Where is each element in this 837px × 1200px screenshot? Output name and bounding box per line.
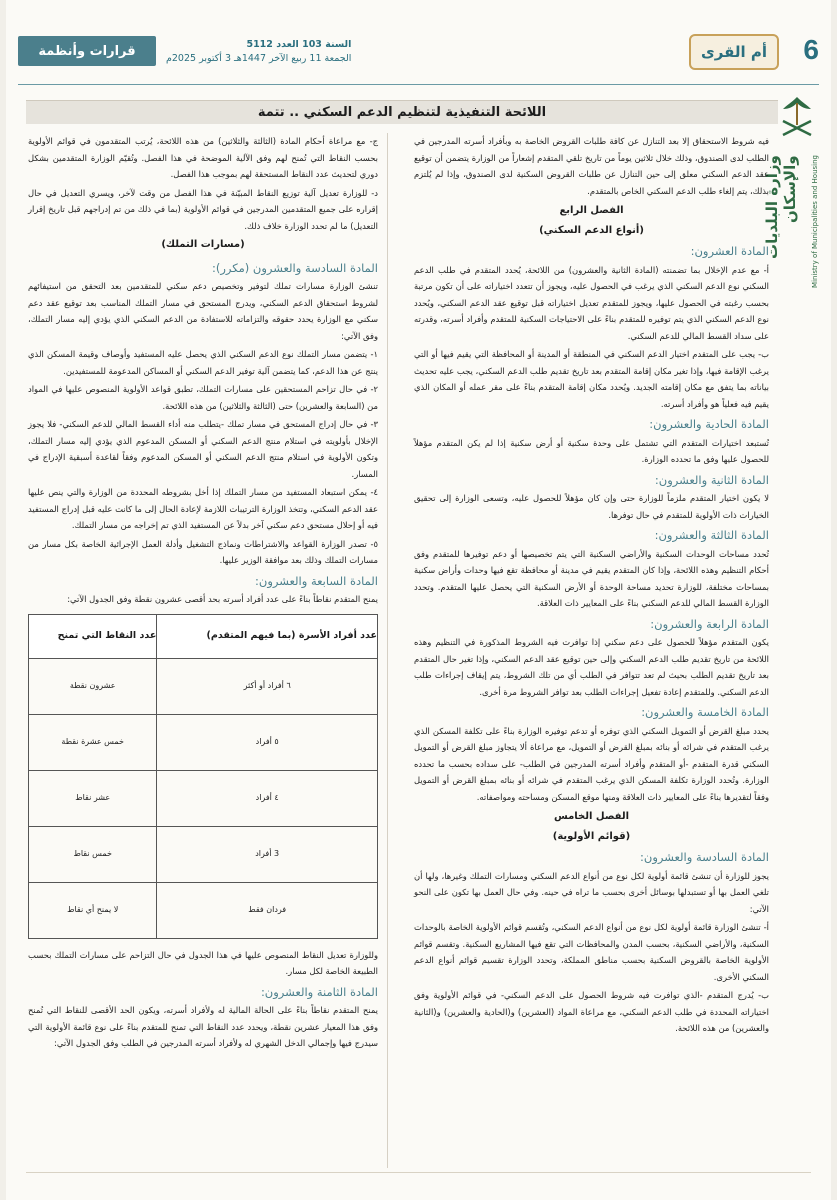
article-heading: المادة السادسة والعشرون: bbox=[640, 850, 769, 864]
paragraph: أ- مع عدم الإخلال بما تضمنته (المادة الثانية والعشرون) من اللائحة، يُحدد المتقدم في طلب الدعم السكني نوع الدعم السكني الذي يرغب في الحصول عليه، ويجوز أن تتعدد اختياراته على أن تكون مرتبة بحسب رغبته في الحصول عليها، ويجوز للمتقدم تعديل اختياراته قبل توقيع عقد الدعم السكني، ويُحدد نوع الدعم السكني الذي يتم توفيره للمتقدم بناءً على الاحتياجات السكنية للمتقدم وأفراد أسرته، وقدرته على سداد القسط المالي للدعم السكني. bbox=[414, 264, 769, 341]
article-heading: المادة الخامسة والعشرون: bbox=[641, 705, 769, 719]
points-table bbox=[28, 614, 378, 939]
article-heading: المادة الثالثة والعشرون: bbox=[654, 528, 769, 542]
newspaper-logo: أم القرى bbox=[689, 34, 779, 70]
paragraph: تُستبعد اختيارات المتقدم التي تشتمل على وحدة سكنية أو أرض سكنية إذا لم يكن المتقدم مؤهلاً للحصول عليها وفق ما تحدده الوزارة. bbox=[414, 437, 769, 464]
chapter-title: الفصل الرابع bbox=[559, 205, 624, 216]
paragraph: تُحدد مساحات الوحدات السكنية والأراضي السكنية التي يتم تخصيصها أو دعم توفيرها للمتقدم وفق أحكام التنظيم وهذه اللائحة، وإذا كان المتقدم يقيم في مدينة أو محافظة تقع فيها وحدات وأراض سكنية بمساحات مختلفة، للوزارة تحديد مساحة الوحدة أو الأرض السكنية التي يحصل عليها المتقدم. وتحدد الوزارة القسط المالي للدعم السكني بناءً على المعايير ذات العلاقة. bbox=[414, 548, 769, 608]
paragraph: وللوزارة تعديل النقاط المنصوص عليها في هذا الجدول في حال التزاحم على مسارات التملك بحسب الطبيعة الخاصة لكل مسار. bbox=[28, 949, 378, 976]
article-heading: المادة السادسة والعشرون (مكرر): bbox=[211, 260, 378, 275]
paragraph: د- للوزارة تعديل آلية توزيع النقاط المبيّنة في هذا الفصل من وقت لآخر، ويسري التعديل في حال إقراره على جميع المتقدمين المدرجين في قوائم الأولوية (بما في ذلك من تم إدراجهم قبل تاريخ إقرار التعديل) ما لم تحدد الوزارة خلاف ذلك. bbox=[28, 187, 378, 231]
list-item: ٢- في حال تزاحم المستحقين على مسارات التملك، تطبق قواعد الأولوية المنصوص عليها في المواد من (السابعة والعشرين) حتى (الثالثة والثلاثين) من هذه اللائحة. bbox=[28, 384, 378, 411]
table-row bbox=[29, 714, 378, 770]
points-cell: لا يمنح أي نقاط bbox=[29, 882, 157, 938]
list-item: ٥- تصدر الوزارة القواعد والاشتراطات ونماذج التشغيل وأدلة العمل الإجرائية الخاصة بكل مسار من مسارات التملك وذلك بعد موافقة الوزير عليها. bbox=[28, 538, 378, 565]
chapter-subtitle: (قوائم الأولوية) bbox=[552, 831, 631, 842]
chapter-title: الفصل الخامس bbox=[553, 811, 630, 822]
article-heading: المادة السابعة والعشرون: bbox=[255, 573, 378, 588]
paragraph: تنشئ الوزارة مسارات تملك لتوفير وتخصيص دعم سكني للمتقدمين بعد التحقق من استيفائهم لشروط استحقاق الدعم السكني، ويدرج المستحق في مسار التملك المناسب بعد توقيع عقد دعم سكني مع الوزارة يحدد حقوقه والتزاماته للاستفادة من الدعم السكني الذي يؤدي إليه مسار التملك، وفق الآتي: bbox=[28, 281, 378, 341]
section-subtitle: (مسارات التملك) bbox=[161, 239, 245, 250]
section-badge: قرارات وأنظمة bbox=[18, 36, 156, 66]
points-cell: خمس نقاط bbox=[29, 826, 157, 882]
ministry-name-ar: وزارة البلديات والإسكان bbox=[763, 155, 799, 259]
paragraph: لا يكون اختيار المتقدم ملزماً للوزارة حتى وإن كان مؤهلاً للحصول عليه، وتسعى الوزارة إلى تحقيق الخيارات ذات الأولوية للمتقدم في حال توفرها. bbox=[414, 493, 769, 520]
list-item: ٣- في حال إدراج المستحق في مسار تملك -يتطلب منه أداء القسط المالي للدعم السكني- فلا يجوز الإخلال بأولويته في استلام منتج الدعم السكني أو المسكن المدعوم الذي يؤدي إليه مسار التملك، وتكون الأولوية في استلام منتج الدعم السكني أو المسكن المدعوم وفقاً لقاعدة أسبقية الإدراج في المسار. bbox=[28, 419, 378, 479]
ministry-logo bbox=[765, 95, 825, 325]
points-cell: خمس عشرة نقطة bbox=[29, 714, 157, 770]
members-cell: ٤ أفراد bbox=[157, 770, 378, 826]
page-header bbox=[18, 30, 819, 74]
article-heading: المادة الحادية والعشرون: bbox=[649, 417, 769, 431]
newspaper-page bbox=[6, 0, 831, 1200]
issue-line: السنة 103 العدد 5112 bbox=[246, 39, 352, 50]
table-header-row bbox=[29, 614, 378, 658]
column-header-points: عدد النقاط التي تمنح bbox=[29, 614, 157, 658]
table-row bbox=[29, 658, 378, 714]
table-row bbox=[29, 882, 378, 938]
list-item: ٤- يمكن استبعاد المستفيد من مسار التملك إذا أخل بشروطه المحددة من الوزارة والتي ينص عليها عقد الدعم السكني، وتتخذ الوزارة الترتيبات اللازمة لإعادة الحال إلى ما كانت عليه قبل إدراج المستفيد فيه أو إحلال مستحق دعم سكني آخر بدلاً عن المستفيد الذي تم إخراجه من مسار التملك. bbox=[28, 487, 378, 530]
paragraph: يكون المتقدم مؤهلاً للحصول على دعم سكني إذا توافرت فيه الشروط المذكورة في التنظيم وهذه اللائحة من تاريخ تقديم طلب الدعم السكني وإلى حين توقيع عقد الدعم السكني، وإذا تغير حال المتقدم بعد تاريخ تقديم الطلب بحيث لم تعد تتوافر في الطلب أي من تلك الشروط، يتم إيقاف إجراءات طلب الدعم السكني. وللمتقدم إعادة تفعيل إجراءات الطلب بعد توافر الشروط مرة أخرى. bbox=[414, 637, 769, 697]
page-number: 6 bbox=[803, 34, 819, 65]
list-item: ١- يتضمن مسار التملك نوع الدعم السكني الذي يحصل عليه المستفيد وأوصاف وقيمة المسكن الذي ينتج عن هذا الدعم، كما يتضمن آلية توفير الدعم السكني أو المساكن المدعومة للمستفيدين. bbox=[28, 349, 378, 376]
members-cell: فردان فقط bbox=[157, 882, 378, 938]
article-heading: المادة العشرون: bbox=[690, 244, 769, 258]
points-cell: عشر نقاط bbox=[29, 770, 157, 826]
paragraph: ج- مع مراعاة أحكام المادة (الثالثة والثلاثين) من هذه اللائحة، يُرتب المتقدمون في قوائم الأولوية بحسب النقاط التي تُمنح لهم وفق الآلية الموضحة في هذا الفصل. وتُقيّم الوزارة المتقدمين بشكل دوري لتحديث عدد النقاط المستحقة لهم بموجب هذا الفصل. bbox=[28, 136, 378, 179]
column-header-members: عدد أفراد الأسرة (بما فيهم المتقدم) bbox=[157, 614, 378, 658]
footer-divider bbox=[26, 1172, 811, 1173]
paragraph: يجوز للوزارة أن تنشئ قائمة أولوية لكل نوع من أنواع الدعم السكني ومسارات التملك وغيرها، ولها أن تلغي العمل بها أو تستبدلها بوسائل أخرى بحسب ما تراه في حينه. وفي حال العمل بها تكون على النحو الآتي: bbox=[414, 870, 769, 914]
issue-info bbox=[166, 38, 351, 66]
members-cell: ٦ أفراد أو أكثر bbox=[157, 658, 378, 714]
saudi-emblem-icon bbox=[777, 95, 817, 143]
header-divider bbox=[18, 84, 819, 85]
date-line: الجمعة 11 ربيع الآخر 1447هـ 3 أكتوبر 2025م bbox=[166, 53, 352, 64]
paragraph: أ- تنشئ الوزارة قائمة أولوية لكل نوع من أنواع الدعم السكني، وتُقسم قوائم الأولوية الخاصة بالوحدات السكنية، والأراضي السكنية، بحسب المدن والمحافظات التي تقع فيها المشاريع السكنية. وتقسم قوائم الأولوية الخاصة بالقروض السكنية بحسب مناطق المملكة، وتحدد الوزارة تقسيم قوائم أنواع الدعم السكني الأخرى. bbox=[414, 922, 769, 982]
ministry-name-en: Ministry of Municipalities and Housing bbox=[811, 155, 819, 288]
paragraph: يحدد مبلغ القرض أو التمويل السكني الذي توفره أو تدعم توفيره الوزارة بناءً على تكلفة المسكن الذي يرغب المتقدم في شرائه أو بنائه بمبلغ القرض أو التمويل، مع مراعاة ألا يتجاوز مبلغ القرض أو التمويل السكني قدرة المتقدم -أو المتقدم وأفراد أسرته المدرجين في الطلب- على سداده بحسب ما تحدده الوزارة. وتُحدد الوزارة تكلفة المسكن الذي يرغب المتقدم في شرائه أو بنائه بمبلغ القرض أو التمويل وفقاً لتقديرها بناءً على المعايير ذات العلاقة ومنها موقع المسكن ومساحته ومواصفاته. bbox=[414, 725, 769, 802]
article-title: اللائحة التنفيذية لتنظيم الدعم السكني .. تتمة bbox=[26, 100, 778, 124]
points-cell: عشرون نقطة bbox=[29, 658, 157, 714]
paragraph: ب- يُدرج المتقدم -الذي توافرت فيه شروط الحصول على الدعم السكني- في قوائم الأولوية وفق اختياراته المحددة في طلب الدعم السكني، مع مراعاة المواد (العشرين) و(الحادية والعشرين) و(الثانية والعشرين) من هذه اللائحة. bbox=[414, 990, 769, 1033]
paragraph: يمنح المتقدم نقاطاً بناءً على الحالة المالية له ولأفراد أسرته، ويكون الحد الأقصى للنقاط التي تُمنح وفق هذا المعيار عشرين نقطة، ويحدد عدد النقاط التي تمنح للمتقدم بناءً على نوع قائمة الأولوية التي سيدرج فيها وإجمالي الدخل الشهري له ولأفراد أسرته المدرجين في الطلب وفق الجدول الآتي: bbox=[28, 1005, 378, 1048]
article-heading: المادة الرابعة والعشرون: bbox=[650, 616, 769, 631]
paragraph: ب- يجب على المتقدم اختيار الدعم السكني في المنطقة أو المدينة أو المحافظة التي يقيم فيها أو التي يرغب الإقامة فيها، وإذا تغير مكان إقامة المتقدم بعد تاريخ تقديم طلب الدعم السكني، يجب عليه تحديث بياناته بما يتفق مع مكان إقامته الجديد. ويُحدد مكان إقامة المتقدم بناءً على مقر عمله أو المكان الذي يقيم فيه فعلياً هو وأفراد أسرته. bbox=[414, 349, 769, 409]
members-cell: ٥ أفراد bbox=[157, 714, 378, 770]
article-heading: المادة الثامنة والعشرون: bbox=[260, 984, 378, 999]
table-row bbox=[29, 770, 378, 826]
paragraph: فيه شروط الاستحقاق إلا بعد التنازل عن كافة طلبات القروض الخاصة به وبأفراد أسرته المدرجين في الطلب لدى الصندوق، وذلك خلال ثلاثين يوماً من تاريخ تلقي المتقدم إشعاراً من الوزارة يتضمن أن توقيع عقد الدعم السكني معلق إلى حين التنازل عن طلبات القروض السكنية لدى الصندوق، وإذا لم يُلتزم بذلك، يتم إلغاء طلب الدعم السكني الخاص بالمتقدم. bbox=[414, 136, 769, 196]
table-row bbox=[29, 826, 378, 882]
paragraph: يمنح المتقدم نقاطاً بناءً على عدد أفراد أسرته بحد أقصى عشرون نقطة وفق الجدول الآتي: bbox=[67, 594, 378, 604]
right-column bbox=[414, 133, 769, 1039]
column-divider bbox=[387, 133, 388, 1168]
members-cell: 3 أفراد bbox=[157, 826, 378, 882]
left-column bbox=[28, 133, 378, 1054]
chapter-subtitle: (أنواع الدعم السكني) bbox=[539, 225, 644, 236]
article-heading: المادة الثانية والعشرون: bbox=[654, 472, 769, 487]
